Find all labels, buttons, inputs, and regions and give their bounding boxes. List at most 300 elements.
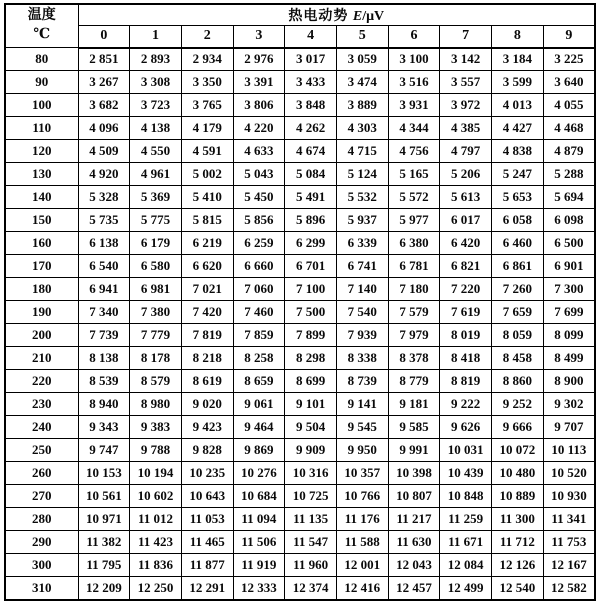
emf-value-cell: 11 877 (181, 554, 233, 577)
emf-value-cell: 12 540 (492, 577, 544, 600)
emf-value-cell: 7 100 (285, 278, 337, 301)
emf-value-cell: 12 250 (130, 577, 182, 600)
emf-value-cell: 9 788 (130, 439, 182, 462)
emf-value-cell: 6 821 (440, 255, 492, 278)
emf-value-cell: 11 630 (388, 531, 440, 554)
emf-value-cell: 9 666 (492, 416, 544, 439)
emf-value-cell: 11 836 (130, 554, 182, 577)
emf-value-cell: 8 900 (543, 370, 595, 393)
emf-value-cell: 10 848 (440, 485, 492, 508)
column-header: 1 (130, 26, 182, 48)
emf-value-cell: 12 333 (233, 577, 285, 600)
temperature-cell: 290 (5, 531, 78, 554)
emf-value-cell: 11 382 (78, 531, 130, 554)
emf-value-cell: 6 741 (336, 255, 388, 278)
emf-value-cell: 7 300 (543, 278, 595, 301)
emf-value-cell: 2 893 (130, 48, 182, 71)
emf-value-cell: 9 869 (233, 439, 285, 462)
table-row (5, 94, 595, 117)
emf-value-cell: 8 539 (78, 370, 130, 393)
emf-value-cell: 10 235 (181, 462, 233, 485)
emf-value-cell: 3 184 (492, 48, 544, 71)
emf-value-cell: 3 017 (285, 48, 337, 71)
emf-value-cell: 4 220 (233, 117, 285, 140)
emf-value-cell: 10 930 (543, 485, 595, 508)
emf-value-cell: 12 043 (388, 554, 440, 577)
emf-value-cell: 3 350 (181, 71, 233, 94)
table-row (5, 370, 595, 393)
emf-value-cell: 6 701 (285, 255, 337, 278)
emf-value-cell: 6 620 (181, 255, 233, 278)
emf-value-cell: 10 439 (440, 462, 492, 485)
emf-value-cell: 11 094 (233, 508, 285, 531)
table-row (5, 554, 595, 577)
emf-value-cell: 4 797 (440, 140, 492, 163)
emf-value-cell: 9 626 (440, 416, 492, 439)
table-body (5, 48, 595, 600)
emf-value-cell: 4 715 (336, 140, 388, 163)
table-row (5, 347, 595, 370)
temperature-cell: 220 (5, 370, 78, 393)
emf-value-cell: 5 328 (78, 186, 130, 209)
emf-value-cell: 7 380 (130, 301, 182, 324)
emf-value-cell: 4 262 (285, 117, 337, 140)
emf-value-cell: 5 124 (336, 163, 388, 186)
emf-value-cell: 7 060 (233, 278, 285, 301)
emf-value-cell: 6 861 (492, 255, 544, 278)
emf-value-cell: 11 506 (233, 531, 285, 554)
emf-value-cell: 8 378 (388, 347, 440, 370)
table-row (5, 186, 595, 209)
emf-value-cell: 9 991 (388, 439, 440, 462)
emf-value-cell: 7 739 (78, 324, 130, 347)
emf-value-cell: 3 059 (336, 48, 388, 71)
emf-value-cell: 7 579 (388, 301, 440, 324)
emf-value-cell: 11 217 (388, 508, 440, 531)
emf-value-cell: 4 961 (130, 163, 182, 186)
emf-value-cell: 9 101 (285, 393, 337, 416)
temperature-cell: 180 (5, 278, 78, 301)
emf-value-cell: 3 267 (78, 71, 130, 94)
emf-value-cell: 5 491 (285, 186, 337, 209)
emf-value-cell: 10 766 (336, 485, 388, 508)
emf-value-cell: 5 694 (543, 186, 595, 209)
emf-value-cell: 10 807 (388, 485, 440, 508)
temperature-cell: 110 (5, 117, 78, 140)
column-header: 9 (543, 26, 595, 48)
emf-value-cell: 8 940 (78, 393, 130, 416)
emf-value-cell: 5 856 (233, 209, 285, 232)
temperature-header-label: 温度 (27, 8, 56, 24)
temperature-header-unit: ℃ (33, 27, 51, 42)
emf-value-cell: 5 977 (388, 209, 440, 232)
emf-unit: /μV (362, 9, 385, 24)
emf-value-cell: 5 613 (440, 186, 492, 209)
emf-value-cell: 8 819 (440, 370, 492, 393)
table-row (5, 278, 595, 301)
emf-value-cell: 6 179 (130, 232, 182, 255)
emf-value-cell: 7 659 (492, 301, 544, 324)
temperature-cell: 190 (5, 301, 78, 324)
emf-value-cell: 11 547 (285, 531, 337, 554)
emf-value-cell: 10 684 (233, 485, 285, 508)
emf-value-cell: 5 165 (388, 163, 440, 186)
emf-value-cell: 4 633 (233, 140, 285, 163)
temperature-cell: 130 (5, 163, 78, 186)
emf-header (78, 4, 595, 26)
table-row (5, 531, 595, 554)
table-row (5, 71, 595, 94)
emf-value-cell: 4 591 (181, 140, 233, 163)
emf-value-cell: 10 194 (130, 462, 182, 485)
emf-value-cell: 7 899 (285, 324, 337, 347)
emf-value-cell: 3 308 (130, 71, 182, 94)
temperature-cell: 80 (5, 48, 78, 71)
column-header: 4 (285, 26, 337, 48)
emf-value-cell: 7 500 (285, 301, 337, 324)
emf-value-cell: 4 509 (78, 140, 130, 163)
emf-value-cell: 9 707 (543, 416, 595, 439)
emf-value-cell: 8 099 (543, 324, 595, 347)
emf-value-cell: 4 468 (543, 117, 595, 140)
emf-value-cell: 8 418 (440, 347, 492, 370)
emf-value-cell: 9 828 (181, 439, 233, 462)
emf-value-cell: 11 341 (543, 508, 595, 531)
emf-value-cell: 6 660 (233, 255, 285, 278)
emf-value-cell: 6 259 (233, 232, 285, 255)
emf-value-cell: 4 879 (543, 140, 595, 163)
emf-value-cell: 4 013 (492, 94, 544, 117)
emf-value-cell: 8 499 (543, 347, 595, 370)
emf-value-cell: 5 937 (336, 209, 388, 232)
emf-value-cell: 5 450 (233, 186, 285, 209)
emf-value-cell: 5 572 (388, 186, 440, 209)
table-row (5, 577, 595, 600)
temperature-cell: 210 (5, 347, 78, 370)
emf-value-cell: 8 699 (285, 370, 337, 393)
emf-value-cell: 12 291 (181, 577, 233, 600)
temperature-cell: 90 (5, 71, 78, 94)
emf-value-cell: 7 260 (492, 278, 544, 301)
emf-value-cell: 4 674 (285, 140, 337, 163)
emf-value-cell: 10 643 (181, 485, 233, 508)
temperature-cell: 260 (5, 462, 78, 485)
emf-value-cell: 5 084 (285, 163, 337, 186)
emf-value-cell: 11 012 (130, 508, 182, 531)
emf-value-cell: 8 980 (130, 393, 182, 416)
emf-value-cell: 12 457 (388, 577, 440, 600)
emf-value-cell: 9 061 (233, 393, 285, 416)
emf-value-cell: 11 671 (440, 531, 492, 554)
emf-value-cell: 10 971 (78, 508, 130, 531)
emf-value-cell: 12 084 (440, 554, 492, 577)
emf-value-cell: 10 520 (543, 462, 595, 485)
emf-value-cell: 4 920 (78, 163, 130, 186)
emf-value-cell: 9 302 (543, 393, 595, 416)
emf-value-cell: 8 338 (336, 347, 388, 370)
emf-value-cell: 3 391 (233, 71, 285, 94)
emf-value-cell: 5 206 (440, 163, 492, 186)
emf-value-cell: 9 909 (285, 439, 337, 462)
table-row (5, 439, 595, 462)
emf-value-cell: 9 747 (78, 439, 130, 462)
emf-value-cell: 5 043 (233, 163, 285, 186)
emf-value-cell: 7 859 (233, 324, 285, 347)
emf-value-cell: 12 374 (285, 577, 337, 600)
table-row (5, 117, 595, 140)
emf-value-cell: 3 682 (78, 94, 130, 117)
emf-value-cell: 10 602 (130, 485, 182, 508)
emf-value-cell: 11 795 (78, 554, 130, 577)
emf-value-cell: 4 179 (181, 117, 233, 140)
emf-value-cell: 12 416 (336, 577, 388, 600)
emf-value-cell: 12 167 (543, 554, 595, 577)
emf-value-cell: 10 725 (285, 485, 337, 508)
emf-value-cell: 10 072 (492, 439, 544, 462)
emf-value-cell: 8 619 (181, 370, 233, 393)
emf-value-cell: 10 153 (78, 462, 130, 485)
emf-value-cell: 6 781 (388, 255, 440, 278)
emf-value-cell: 9 020 (181, 393, 233, 416)
column-header: 7 (440, 26, 492, 48)
temperature-cell: 240 (5, 416, 78, 439)
temperature-cell: 160 (5, 232, 78, 255)
emf-value-cell: 5 735 (78, 209, 130, 232)
emf-value-cell: 4 303 (336, 117, 388, 140)
emf-value-cell: 5 369 (130, 186, 182, 209)
emf-value-cell: 8 019 (440, 324, 492, 347)
emf-value-cell: 7 021 (181, 278, 233, 301)
temperature-cell: 120 (5, 140, 78, 163)
table-row (5, 48, 595, 71)
emf-value-cell: 3 806 (233, 94, 285, 117)
emf-value-cell: 2 851 (78, 48, 130, 71)
emf-value-cell: 4 138 (130, 117, 182, 140)
emf-value-cell: 7 180 (388, 278, 440, 301)
table-row (5, 462, 595, 485)
emf-value-cell: 6 339 (336, 232, 388, 255)
emf-value-cell: 6 058 (492, 209, 544, 232)
table-row (5, 393, 595, 416)
temperature-cell: 250 (5, 439, 78, 462)
emf-value-cell: 6 981 (130, 278, 182, 301)
emf-value-cell: 7 140 (336, 278, 388, 301)
emf-header-label: 热电动势 (288, 9, 349, 24)
emf-value-cell: 11 919 (233, 554, 285, 577)
emf-value-cell: 8 059 (492, 324, 544, 347)
column-header: 2 (181, 26, 233, 48)
emf-value-cell: 9 950 (336, 439, 388, 462)
emf-value-cell: 4 055 (543, 94, 595, 117)
emf-value-cell: 11 753 (543, 531, 595, 554)
emf-value-cell: 6 460 (492, 232, 544, 255)
emf-value-cell: 3 640 (543, 71, 595, 94)
emf-value-cell: 4 344 (388, 117, 440, 140)
table-header (5, 4, 595, 48)
table-row (5, 209, 595, 232)
temperature-cell: 170 (5, 255, 78, 278)
emf-value-cell: 11 135 (285, 508, 337, 531)
emf-value-cell: 5 410 (181, 186, 233, 209)
emf-symbol: E (352, 9, 363, 24)
column-header: 6 (388, 26, 440, 48)
temperature-cell: 200 (5, 324, 78, 347)
emf-value-cell: 5 532 (336, 186, 388, 209)
emf-value-cell: 7 540 (336, 301, 388, 324)
emf-value-cell: 3 889 (336, 94, 388, 117)
emf-value-cell: 2 934 (181, 48, 233, 71)
emf-value-cell: 5 653 (492, 186, 544, 209)
emf-value-cell: 11 423 (130, 531, 182, 554)
emf-value-cell: 12 209 (78, 577, 130, 600)
emf-value-cell: 10 113 (543, 439, 595, 462)
emf-value-cell: 7 420 (181, 301, 233, 324)
table-row (5, 324, 595, 347)
temperature-cell: 230 (5, 393, 78, 416)
emf-value-cell: 3 972 (440, 94, 492, 117)
emf-value-cell: 9 504 (285, 416, 337, 439)
column-header-row (5, 26, 595, 48)
emf-value-cell: 9 252 (492, 393, 544, 416)
emf-value-cell: 11 053 (181, 508, 233, 531)
table-row (5, 255, 595, 278)
table-row (5, 485, 595, 508)
table-row (5, 140, 595, 163)
emf-value-cell: 6 380 (388, 232, 440, 255)
emf-value-cell: 8 739 (336, 370, 388, 393)
emf-value-cell: 4 550 (130, 140, 182, 163)
emf-value-cell: 6 500 (543, 232, 595, 255)
table-row (5, 163, 595, 186)
emf-value-cell: 12 582 (543, 577, 595, 600)
emf-value-cell: 6 138 (78, 232, 130, 255)
table-row (5, 416, 595, 439)
emf-value-cell: 3 723 (130, 94, 182, 117)
emf-value-cell: 9 343 (78, 416, 130, 439)
span-header-row (5, 4, 595, 26)
emf-value-cell: 6 901 (543, 255, 595, 278)
emf-value-cell: 4 427 (492, 117, 544, 140)
temperature-cell: 100 (5, 94, 78, 117)
emf-value-cell: 3 516 (388, 71, 440, 94)
emf-value-cell: 9 423 (181, 416, 233, 439)
emf-value-cell: 3 848 (285, 94, 337, 117)
emf-value-cell: 8 218 (181, 347, 233, 370)
temperature-cell: 310 (5, 577, 78, 600)
emf-value-cell: 3 433 (285, 71, 337, 94)
thermocouple-emf-table (4, 3, 596, 601)
emf-value-cell: 12 126 (492, 554, 544, 577)
emf-value-cell: 10 398 (388, 462, 440, 485)
emf-value-cell: 6 941 (78, 278, 130, 301)
emf-value-cell: 6 219 (181, 232, 233, 255)
table-row (5, 301, 595, 324)
emf-value-cell: 7 979 (388, 324, 440, 347)
emf-value-cell: 8 258 (233, 347, 285, 370)
emf-value-cell: 11 465 (181, 531, 233, 554)
emf-value-cell: 3 474 (336, 71, 388, 94)
emf-value-cell: 6 017 (440, 209, 492, 232)
emf-value-cell: 5 247 (492, 163, 544, 186)
emf-value-cell: 4 385 (440, 117, 492, 140)
emf-value-cell: 7 699 (543, 301, 595, 324)
emf-value-cell: 10 031 (440, 439, 492, 462)
emf-value-cell: 3 599 (492, 71, 544, 94)
emf-value-cell: 7 460 (233, 301, 285, 324)
emf-value-cell: 9 383 (130, 416, 182, 439)
emf-value-cell: 11 960 (285, 554, 337, 577)
emf-value-cell: 9 585 (388, 416, 440, 439)
emf-value-cell: 7 779 (130, 324, 182, 347)
emf-value-cell: 8 178 (130, 347, 182, 370)
emf-value-cell: 5 288 (543, 163, 595, 186)
emf-value-cell: 2 976 (233, 48, 285, 71)
emf-value-cell: 6 420 (440, 232, 492, 255)
temperature-header (5, 4, 78, 48)
emf-value-cell: 6 540 (78, 255, 130, 278)
emf-value-cell: 4 838 (492, 140, 544, 163)
emf-value-cell: 4 756 (388, 140, 440, 163)
emf-value-cell: 10 316 (285, 462, 337, 485)
emf-value-cell: 10 561 (78, 485, 130, 508)
emf-value-cell: 9 141 (336, 393, 388, 416)
emf-value-cell: 3 142 (440, 48, 492, 71)
emf-value-cell: 8 659 (233, 370, 285, 393)
temperature-cell: 300 (5, 554, 78, 577)
emf-value-cell: 9 181 (388, 393, 440, 416)
emf-value-cell: 9 545 (336, 416, 388, 439)
emf-value-cell: 10 480 (492, 462, 544, 485)
emf-value-cell: 3 557 (440, 71, 492, 94)
emf-value-cell: 8 138 (78, 347, 130, 370)
temperature-cell: 280 (5, 508, 78, 531)
emf-value-cell: 9 222 (440, 393, 492, 416)
emf-value-cell: 5 896 (285, 209, 337, 232)
emf-value-cell: 7 819 (181, 324, 233, 347)
emf-value-cell: 6 299 (285, 232, 337, 255)
emf-value-cell: 11 588 (336, 531, 388, 554)
temperature-cell: 140 (5, 186, 78, 209)
temperature-cell: 150 (5, 209, 78, 232)
emf-value-cell: 8 458 (492, 347, 544, 370)
emf-value-cell: 5 002 (181, 163, 233, 186)
emf-value-cell: 5 815 (181, 209, 233, 232)
column-header: 0 (78, 26, 130, 48)
emf-value-cell: 4 096 (78, 117, 130, 140)
emf-value-cell: 11 712 (492, 531, 544, 554)
emf-value-cell: 3 931 (388, 94, 440, 117)
emf-value-cell: 8 860 (492, 370, 544, 393)
emf-value-cell: 8 298 (285, 347, 337, 370)
emf-value-cell: 9 464 (233, 416, 285, 439)
emf-value-cell: 6 580 (130, 255, 182, 278)
emf-value-cell: 10 889 (492, 485, 544, 508)
emf-value-cell: 12 001 (336, 554, 388, 577)
emf-value-cell: 6 098 (543, 209, 595, 232)
emf-value-cell: 5 775 (130, 209, 182, 232)
emf-value-cell: 11 300 (492, 508, 544, 531)
emf-value-cell: 7 939 (336, 324, 388, 347)
emf-value-cell: 10 276 (233, 462, 285, 485)
emf-value-cell: 10 357 (336, 462, 388, 485)
column-header: 5 (336, 26, 388, 48)
emf-value-cell: 7 340 (78, 301, 130, 324)
temperature-cell: 270 (5, 485, 78, 508)
table-row (5, 232, 595, 255)
emf-value-cell: 7 619 (440, 301, 492, 324)
emf-value-cell: 12 499 (440, 577, 492, 600)
emf-value-cell: 3 765 (181, 94, 233, 117)
